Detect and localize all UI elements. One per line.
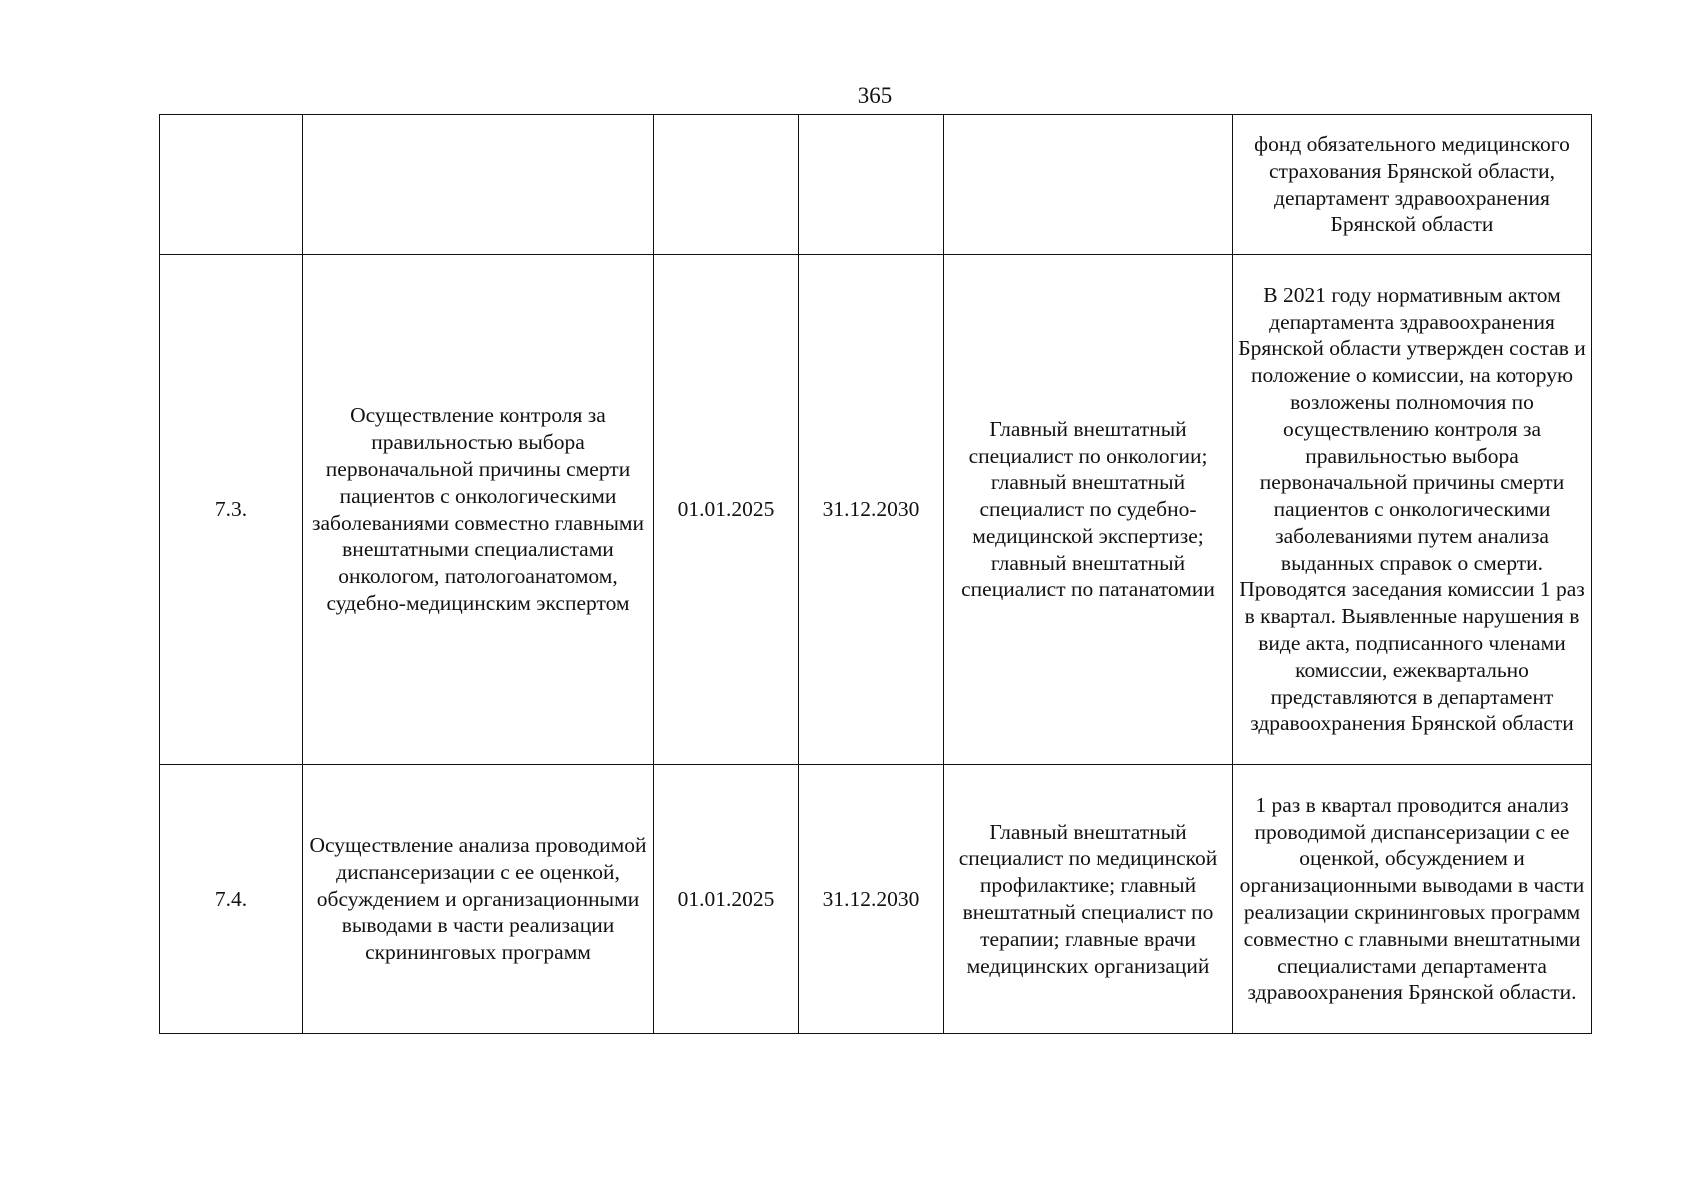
cell-result: В 2021 году нормативным актом департамента здравоохранения Брянской области утвержден состав и положение о комиссии, на которую возложены полномочия по осуществлению контроля за правильностью выбора первоначальной причины смерти пациентов с онкологическими заболеваниями путем анализа выданных справок о смерти. Проводятся заседания комиссии 1 раз в квартал. Выявленные нарушения в виде акта, подписанного членами комиссии, ежеквартально представляются в департамент здравоохранения Брянской области	[1233, 255, 1592, 765]
cell-end-date: 31.12.2030	[799, 255, 944, 765]
cell-responsible	[944, 115, 1233, 255]
table-row-continuation	[160, 115, 1592, 255]
cell-end-date	[799, 115, 944, 255]
cell-start-date: 01.01.2025	[654, 765, 799, 1034]
cell-name: Осуществление анализа проводимой диспансеризации с ее оценкой, обсуждением и организационными выводами в части реализации скрининговых программ	[303, 765, 654, 1034]
cell-end-date: 31.12.2030	[799, 765, 944, 1034]
measures-table	[159, 114, 1592, 1034]
cell-number	[160, 115, 303, 255]
cell-name: Осуществление контроля за правильностью выбора первоначальной причины смерти пациентов с онкологическими заболеваниями совместно главными внештатными специалистами онкологом, патологоанатомом, судебно-медицинским экспертом	[303, 255, 654, 765]
cell-responsible: Главный внештатный специалист по медицинской профилактике; главный внештатный специалист по терапии; главные врачи медицинских организаций	[944, 765, 1233, 1034]
cell-number: 7.3.	[160, 255, 303, 765]
cell-start-date: 01.01.2025	[654, 255, 799, 765]
cell-result: фонд обязательного медицинского страхования Брянской области, департамент здравоохранения Брянской области	[1233, 115, 1592, 255]
cell-number: 7.4.	[160, 765, 303, 1034]
table-row	[160, 765, 1592, 1034]
page-number: 365	[857, 83, 893, 108]
cell-result: 1 раз в квартал проводится анализ проводимой диспансеризации с ее оценкой, обсуждением и организационными выводами в части реализации скрининговых программ совместно с главными внештатными специалистами департамента здравоохранения Брянской области.	[1233, 765, 1592, 1034]
cell-name	[303, 115, 654, 255]
cell-start-date	[654, 115, 799, 255]
cell-responsible: Главный внештатный специалист по онкологии; главный внештатный специалист по судебно-медицинской экспертизе; главный внештатный специалист по патанатомии	[944, 255, 1233, 765]
table-row	[160, 255, 1592, 765]
